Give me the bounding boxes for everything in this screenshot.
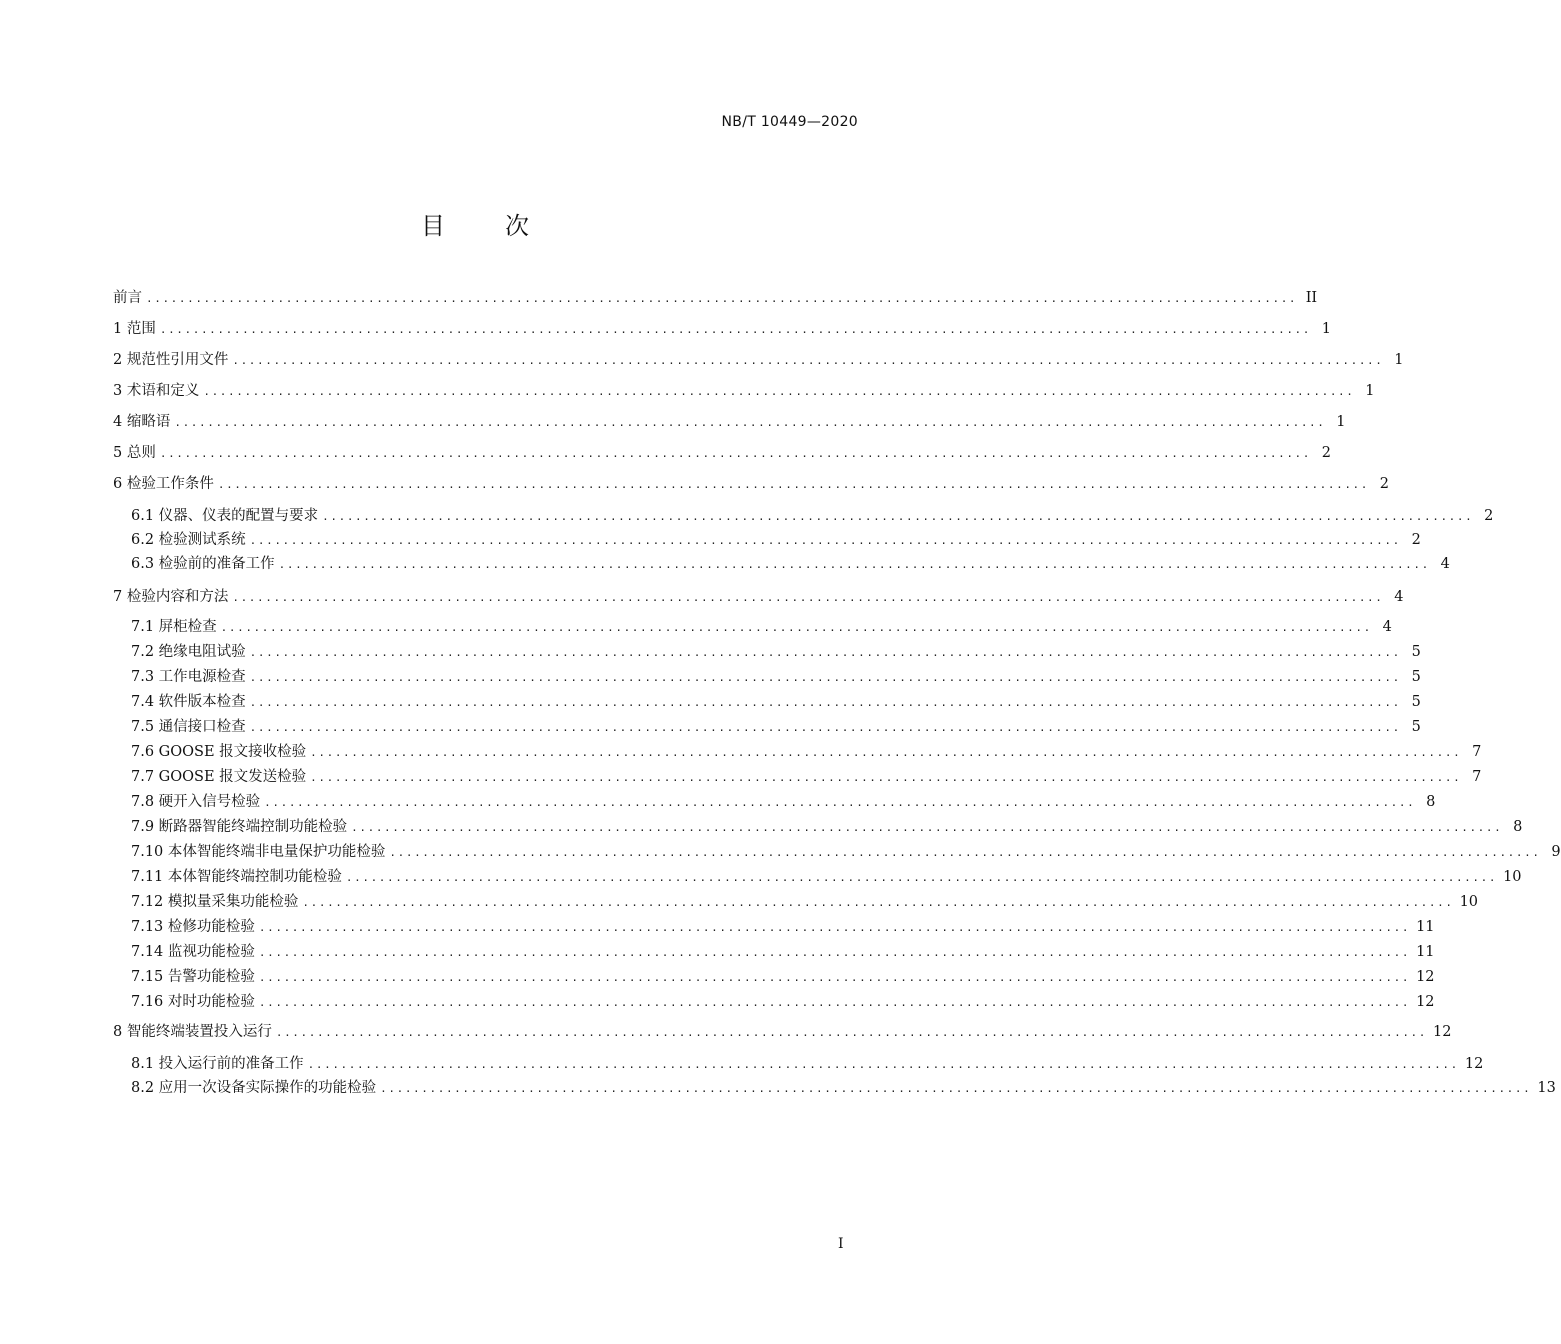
toc-entry-page: 2: [1321, 445, 1332, 461]
toc-entry-page: 7: [1472, 769, 1482, 785]
toc-entry[interactable]: [131, 552, 1450, 576]
toc-entry-title: 7.8 硬开入信号检验: [131, 794, 261, 810]
toc-entry-title: 7.10 本体智能终端非电量保护功能检验: [131, 844, 386, 860]
toc-leader-dots: ............................................................................................................................................: [146, 292, 1298, 305]
toc-leader-dots: ............................................................................................................................................: [232, 591, 1384, 604]
toc-entry[interactable]: [131, 865, 1522, 889]
toc-leader-dots: ............................................................................................................................................: [174, 416, 1326, 429]
toc-entry[interactable]: [113, 472, 1390, 496]
toc-entry-title: 7.4 软件版本检查: [131, 694, 246, 710]
toc-entry[interactable]: [131, 790, 1436, 814]
toc-entry-page: 2: [1484, 508, 1494, 524]
toc-entry-page: 1: [1365, 383, 1375, 399]
toc-entry-title: 8.1 投入运行前的准备工作: [131, 1056, 304, 1072]
toc-entry-title: 5 总则: [113, 445, 156, 461]
toc-leader-dots: ............................................................................................................................................: [258, 971, 1411, 984]
toc-entry-title: 6.2 检验测试系统: [131, 532, 246, 548]
toc-entry[interactable]: [131, 740, 1482, 764]
toc-entry-title: 1 范围: [113, 321, 156, 337]
toc-entry[interactable]: [131, 990, 1435, 1014]
toc-entry-page: 7: [1472, 744, 1482, 760]
toc-entry-page: 4: [1382, 619, 1392, 635]
toc-entry-title: 4 缩略语: [113, 414, 171, 430]
toc-leader-dots: ............................................................................................................................................: [275, 1026, 1428, 1039]
toc-entry-page: 11: [1416, 919, 1435, 935]
page-title-part-1: 目: [421, 212, 445, 240]
toc-leader-dots: ............................................................................................................................................: [249, 671, 1401, 684]
toc-entry-page: 13: [1537, 1080, 1556, 1096]
toc-entry[interactable]: [131, 940, 1435, 964]
toc-entry-title: 7 检验内容和方法: [113, 589, 229, 605]
toc-entry[interactable]: [113, 348, 1404, 372]
toc-entry-title: 2 规范性引用文件: [113, 352, 229, 368]
toc-entry-title: 7.7 GOOSE 报文发送检验: [131, 769, 307, 785]
toc-leader-dots: ............................................................................................................................................: [310, 771, 1462, 784]
toc-entry-page: 4: [1394, 589, 1404, 605]
toc-leader-dots: ............................................................................................................................................: [264, 796, 1416, 809]
toc-entry-page: II: [1305, 290, 1318, 306]
toc-entry[interactable]: [131, 615, 1392, 639]
toc-entry-page: 4: [1440, 556, 1450, 572]
toc-entry-page: 12: [1464, 1056, 1484, 1072]
toc-entry-page: 12: [1416, 994, 1435, 1010]
toc-entry[interactable]: [131, 915, 1435, 939]
toc-entry-title: 7.14 监视功能检验: [131, 944, 255, 960]
toc-entry-page: 10: [1459, 894, 1479, 910]
page-number: I: [838, 1236, 844, 1252]
toc-entry[interactable]: [131, 640, 1421, 664]
toc-leader-dots: ............................................................................................................................................: [389, 846, 1541, 859]
toc-entry[interactable]: [131, 528, 1421, 552]
toc-leader-dots: ............................................................................................................................................: [380, 1082, 1532, 1095]
toc-entry-page: 5: [1411, 719, 1421, 735]
toc-leader-dots: ............................................................................................................................................: [307, 1058, 1459, 1071]
toc-entry-title: 7.1 屏柜检查: [131, 619, 217, 635]
toc-entry-title: 7.16 对时功能检验: [131, 994, 255, 1010]
toc-entry-title: 7.3 工作电源检查: [131, 669, 246, 685]
toc-entry-page: 2: [1411, 532, 1421, 548]
toc-entry[interactable]: [131, 690, 1421, 714]
toc-leader-dots: ............................................................................................................................................: [249, 646, 1401, 659]
toc-entry-page: 9: [1551, 844, 1561, 860]
toc-entry-page: 11: [1416, 944, 1435, 960]
toc-leader-dots: ............................................................................................................................................: [302, 896, 1454, 909]
toc-entry[interactable]: [131, 765, 1482, 789]
toc-entry-title: 7.11 本体智能终端控制功能检验: [131, 869, 342, 885]
toc-entry[interactable]: [131, 665, 1421, 689]
toc-leader-dots: ............................................................................................................................................: [258, 996, 1411, 1009]
toc-leader-dots: ............................................................................................................................................: [351, 821, 1503, 834]
toc-entry[interactable]: [113, 410, 1346, 434]
page-title-part-2: 次: [505, 212, 529, 240]
toc-entry-title: 3 术语和定义: [113, 383, 200, 399]
toc-entry-title: 7.12 模拟量采集功能检验: [131, 894, 299, 910]
document-code: NB/T 10449—2020: [721, 114, 858, 130]
toc-entry-page: 1: [1336, 414, 1346, 430]
toc-entry-title: 7.5 通信接口检查: [131, 719, 246, 735]
toc-entry[interactable]: [131, 1052, 1484, 1076]
toc-entry-title: 6 检验工作条件: [113, 476, 214, 492]
toc-leader-dots: ............................................................................................................................................: [258, 946, 1411, 959]
toc-entry-page: 1: [1394, 352, 1404, 368]
toc-leader-dots: ............................................................................................................................................: [249, 696, 1401, 709]
toc-leader-dots: ............................................................................................................................................: [220, 621, 1372, 634]
toc-entry-page: 12: [1433, 1024, 1452, 1040]
toc-entry[interactable]: [131, 965, 1435, 989]
toc-entry[interactable]: [113, 379, 1375, 403]
toc-entry[interactable]: [113, 286, 1318, 310]
toc-leader-dots: ............................................................................................................................................: [159, 323, 1312, 336]
toc-entry-page: 8: [1426, 794, 1436, 810]
toc-entry[interactable]: [113, 585, 1404, 609]
toc-entry-page: 5: [1411, 644, 1421, 660]
toc-leader-dots: ............................................................................................................................................: [278, 558, 1430, 571]
toc-entry-title: 6.1 仪器、仪表的配置与要求: [131, 508, 319, 524]
toc-entry-title: 7.2 绝缘电阻试验: [131, 644, 246, 660]
toc-leader-dots: ............................................................................................................................................: [322, 510, 1474, 523]
toc-entry-title: 7.13 检修功能检验: [131, 919, 255, 935]
toc-entry[interactable]: [113, 441, 1332, 465]
toc-leader-dots: ............................................................................................................................................: [345, 871, 1498, 884]
toc-entry-title: 8.2 应用一次设备实际操作的功能检验: [131, 1080, 377, 1096]
toc-entry-page: 12: [1416, 969, 1435, 985]
toc-leader-dots: ............................................................................................................................................: [310, 746, 1462, 759]
toc-entry[interactable]: [131, 890, 1479, 914]
toc-leader-dots: ............................................................................................................................................: [232, 354, 1384, 367]
toc-leader-dots: ............................................................................................................................................: [249, 534, 1401, 547]
toc-entry-title: 7.9 断路器智能终端控制功能检验: [131, 819, 348, 835]
toc-leader-dots: ............................................................................................................................................: [258, 921, 1411, 934]
toc-entry-page: 8: [1513, 819, 1523, 835]
toc-entry[interactable]: [131, 1076, 1556, 1100]
toc-entry[interactable]: [113, 1020, 1452, 1044]
toc-leader-dots: ............................................................................................................................................: [249, 721, 1401, 734]
toc-entry[interactable]: [113, 317, 1332, 341]
toc-entry-title: 8 智能终端装置投入运行: [113, 1024, 272, 1040]
toc-entry-page: 5: [1411, 694, 1421, 710]
toc-entry[interactable]: [131, 715, 1421, 739]
toc-leader-dots: ............................................................................................................................................: [159, 447, 1312, 460]
toc-entry-page: 2: [1379, 476, 1390, 492]
toc-leader-dots: ............................................................................................................................................: [203, 385, 1355, 398]
toc-leader-dots: ............................................................................................................................................: [217, 478, 1370, 491]
toc-entry-title: 7.15 告警功能检验: [131, 969, 255, 985]
toc-entry[interactable]: [131, 840, 1561, 864]
toc-entry-title: 6.3 检验前的准备工作: [131, 556, 275, 572]
toc-entry-title: 7.6 GOOSE 报文接收检验: [131, 744, 307, 760]
toc-entry-page: 5: [1411, 669, 1421, 685]
toc-entry-page: 1: [1321, 321, 1332, 337]
toc-entry-page: 10: [1503, 869, 1522, 885]
toc-entry-title: 前言: [113, 290, 142, 306]
toc-entry[interactable]: [131, 504, 1494, 528]
toc-entry[interactable]: [131, 815, 1523, 839]
